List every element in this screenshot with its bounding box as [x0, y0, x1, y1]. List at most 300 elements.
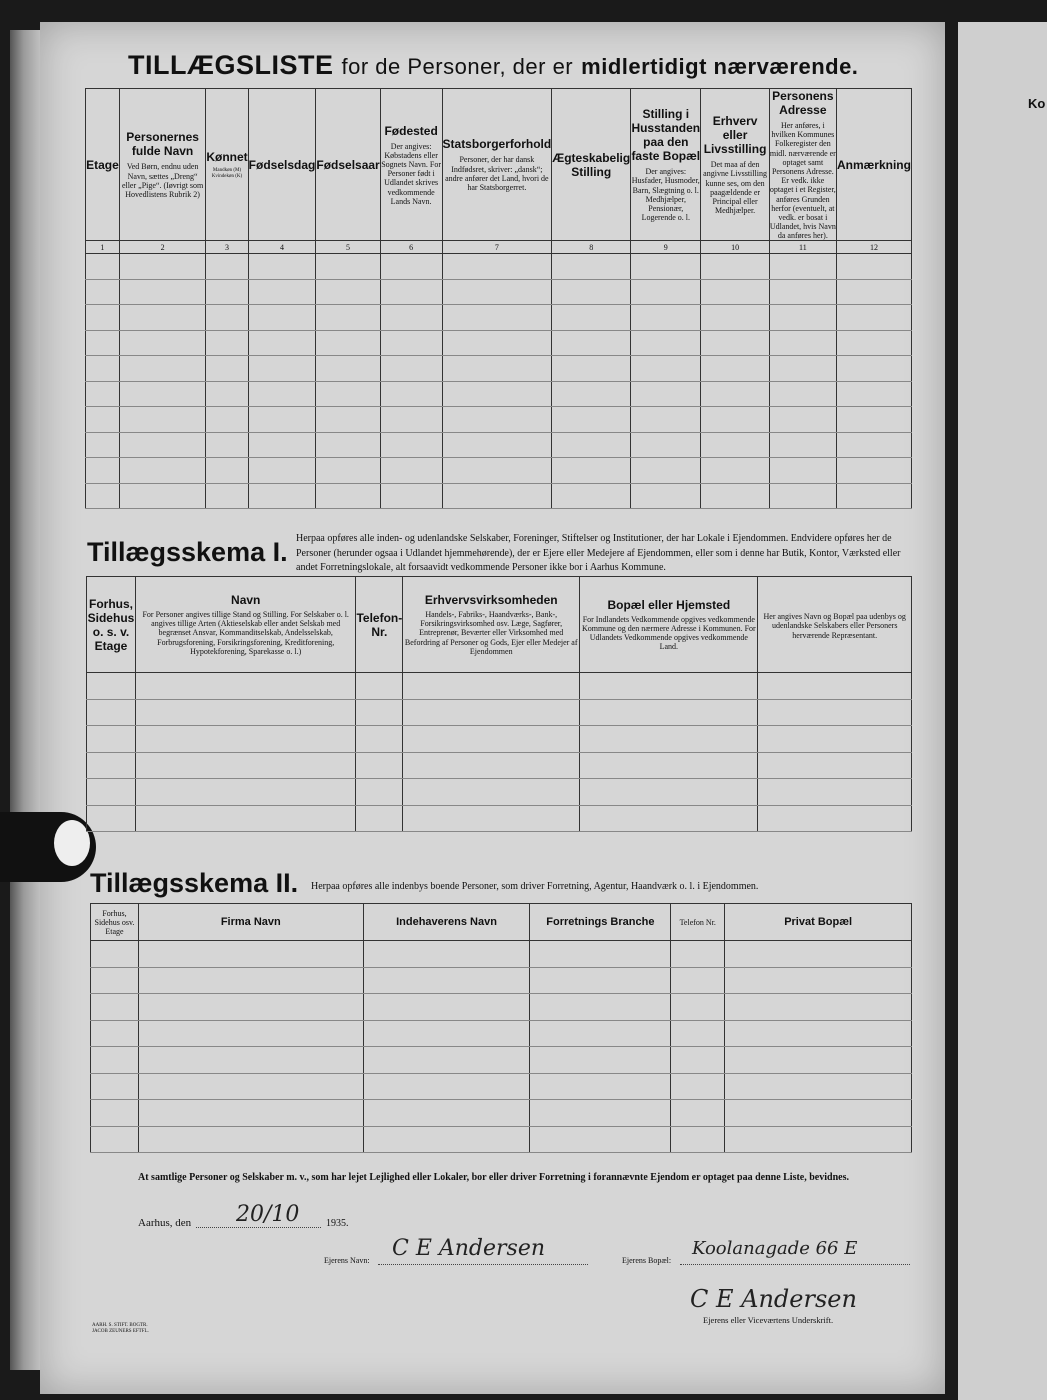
column-heading: Indehaverens Navn	[396, 916, 497, 928]
table-cell[interactable]	[316, 407, 380, 433]
owner-address-label: Ejerens Bopæl:	[622, 1256, 672, 1265]
table-row	[87, 673, 912, 700]
table-cell[interactable]	[356, 699, 403, 726]
column-heading: Personens Adresse	[772, 89, 834, 117]
table-cell[interactable]	[631, 254, 701, 280]
table-cell[interactable]	[138, 941, 363, 968]
column-number: 10	[701, 241, 769, 254]
table-cell[interactable]	[138, 967, 363, 994]
column-number: 6	[380, 241, 442, 254]
table-cell[interactable]	[552, 356, 631, 382]
table-cell[interactable]	[758, 699, 912, 726]
table-cell[interactable]	[316, 305, 380, 331]
column-header	[701, 89, 769, 241]
table-cell[interactable]	[631, 356, 701, 382]
table-cell[interactable]	[316, 330, 380, 356]
table-cell[interactable]	[248, 305, 316, 331]
table-cell[interactable]	[91, 941, 139, 968]
column-header	[530, 904, 671, 941]
column-header	[363, 904, 530, 941]
column-header	[119, 89, 205, 241]
table-cell[interactable]	[552, 381, 631, 407]
column-number: 8	[552, 241, 631, 254]
table-cell[interactable]	[580, 779, 758, 806]
table-cell[interactable]	[701, 432, 769, 458]
column-header	[671, 904, 725, 941]
table-cell[interactable]	[580, 752, 758, 779]
table-cell[interactable]	[725, 941, 912, 968]
column-note: Her anføres, i hvilken Kommunes Folkeregister den midl. nærværende er optaget samt Personens Adresse. Er vedk. ikke optaget i et Register, anføres Grunden herfor (eventuelt, at vedk. er bosat i Udlandet, hvis Navn da anføres her).	[769, 121, 836, 241]
table-cell[interactable]	[580, 673, 758, 700]
table-cell[interactable]	[631, 483, 701, 509]
column-heading: Anmærkning	[836, 157, 911, 172]
table-cell[interactable]	[138, 1020, 363, 1047]
table-cell[interactable]	[701, 254, 769, 280]
table-row	[86, 305, 912, 331]
column-heading: Statsborgerforhold	[442, 137, 552, 152]
table-cell[interactable]	[530, 1020, 671, 1047]
table-cell[interactable]	[87, 726, 136, 753]
skema2-description: Herpaa opføres alle indenbys boende Personer, som driver Forretning, Agentur, Haandværk o. l. i Ejendommen.	[311, 881, 759, 892]
column-number: 5	[316, 241, 380, 254]
table-cell[interactable]	[758, 726, 912, 753]
table-cell[interactable]	[530, 967, 671, 994]
column-header	[91, 904, 139, 941]
table-cell[interactable]	[380, 305, 442, 331]
table-cell[interactable]	[530, 1073, 671, 1100]
table-cell[interactable]	[86, 381, 120, 407]
table-cell[interactable]	[769, 432, 836, 458]
table-row	[91, 1020, 912, 1047]
table-cell[interactable]	[552, 254, 631, 280]
table-cell[interactable]	[86, 458, 120, 484]
table-cell[interactable]	[119, 254, 205, 280]
table-cell[interactable]	[91, 1100, 139, 1127]
column-note: Mandkøn (M) Kvindekøn (K)	[211, 167, 243, 179]
next-page	[958, 22, 1047, 1400]
column-heading: Etage	[86, 157, 119, 172]
table-cell[interactable]	[725, 1126, 912, 1153]
table-cell[interactable]	[701, 330, 769, 356]
table-cell[interactable]	[671, 994, 725, 1021]
table-cell[interactable]	[836, 330, 911, 356]
table-cell[interactable]	[363, 1126, 530, 1153]
table-cell[interactable]	[552, 432, 631, 458]
table-cell[interactable]	[380, 330, 442, 356]
table-cell[interactable]	[119, 407, 205, 433]
column-heading: Kønnet	[206, 149, 248, 164]
table-cell[interactable]	[701, 458, 769, 484]
table-cell[interactable]	[248, 458, 316, 484]
date-line	[196, 1227, 321, 1228]
table-cell[interactable]	[316, 483, 380, 509]
table-cell[interactable]	[725, 1073, 912, 1100]
skema2-title: Tillægsskema II.	[90, 868, 299, 898]
table-cell[interactable]	[671, 1100, 725, 1127]
column-header	[552, 89, 631, 241]
table-cell[interactable]	[836, 483, 911, 509]
table-cell[interactable]	[442, 330, 552, 356]
table-cell[interactable]	[701, 381, 769, 407]
table-cell[interactable]	[86, 483, 120, 509]
table-cell[interactable]	[552, 483, 631, 509]
column-heading: Forhus, Sidehus o. s. v. Etage	[87, 596, 135, 653]
tillaegsliste-title	[128, 50, 858, 81]
table-cell[interactable]	[725, 994, 912, 1021]
table-cell[interactable]	[316, 381, 380, 407]
table-cell[interactable]	[363, 1047, 530, 1074]
table-cell[interactable]	[769, 407, 836, 433]
column-header	[769, 89, 836, 241]
table-cell[interactable]	[135, 805, 355, 832]
column-header	[86, 89, 120, 241]
table-cell[interactable]	[316, 458, 380, 484]
table-cell[interactable]	[442, 407, 552, 433]
table-cell[interactable]	[769, 483, 836, 509]
table-cell[interactable]	[442, 305, 552, 331]
column-heading: Firma Navn	[220, 916, 281, 928]
table-cell[interactable]	[356, 805, 403, 832]
table-cell[interactable]	[725, 1100, 912, 1127]
table-cell[interactable]	[138, 1047, 363, 1074]
column-header	[836, 89, 911, 241]
table-cell[interactable]	[206, 432, 248, 458]
table-cell[interactable]	[631, 330, 701, 356]
table-cell[interactable]	[836, 432, 911, 458]
column-heading: Fødselsaar	[316, 157, 380, 172]
table-row	[91, 1047, 912, 1074]
table-cell[interactable]	[91, 1020, 139, 1047]
table-cell[interactable]	[119, 279, 205, 305]
column-header	[248, 89, 316, 241]
table-cell[interactable]	[769, 305, 836, 331]
table-cell[interactable]	[380, 483, 442, 509]
skema2-table	[90, 903, 912, 1153]
table-cell[interactable]	[119, 330, 205, 356]
table-cell[interactable]	[86, 356, 120, 382]
table-cell[interactable]	[442, 381, 552, 407]
table-cell[interactable]	[119, 432, 205, 458]
table-cell[interactable]	[138, 1126, 363, 1153]
table-cell[interactable]	[356, 673, 403, 700]
table-cell[interactable]	[671, 1073, 725, 1100]
table-cell[interactable]	[552, 279, 631, 305]
table-row	[87, 699, 912, 726]
table-cell[interactable]	[403, 673, 580, 700]
table-cell[interactable]	[701, 483, 769, 509]
owner-name-label: Ejerens Navn:	[324, 1256, 370, 1265]
table-row	[87, 779, 912, 806]
table-cell[interactable]	[671, 967, 725, 994]
table-cell[interactable]	[442, 483, 552, 509]
table-cell[interactable]	[836, 305, 911, 331]
table-cell[interactable]	[248, 279, 316, 305]
table-cell[interactable]	[87, 673, 136, 700]
table-cell[interactable]	[380, 381, 442, 407]
table-row	[86, 356, 912, 382]
table-cell[interactable]	[119, 483, 205, 509]
table-cell[interactable]	[363, 1100, 530, 1127]
table-cell[interactable]	[631, 381, 701, 407]
table-cell[interactable]	[836, 458, 911, 484]
table-cell[interactable]	[316, 279, 380, 305]
column-header	[316, 89, 380, 241]
table-cell[interactable]	[380, 432, 442, 458]
table-cell[interactable]	[138, 994, 363, 1021]
table-cell[interactable]	[316, 356, 380, 382]
table-row	[91, 1126, 912, 1153]
table-cell[interactable]	[363, 941, 530, 968]
table-cell[interactable]	[91, 1126, 139, 1153]
table-cell[interactable]	[248, 254, 316, 280]
column-heading: Erhverv eller Livsstilling	[703, 114, 767, 157]
table-row	[87, 726, 912, 753]
table-cell[interactable]	[836, 254, 911, 280]
table-cell[interactable]	[580, 699, 758, 726]
table-cell[interactable]	[701, 279, 769, 305]
table-cell[interactable]	[363, 1073, 530, 1100]
next-page-tab: Ko	[1028, 96, 1046, 111]
table-row	[86, 279, 912, 305]
page-clip	[0, 812, 96, 882]
table-cell[interactable]	[758, 673, 912, 700]
table-row	[86, 407, 912, 433]
skema1-table	[86, 576, 912, 832]
table-cell[interactable]	[552, 305, 631, 331]
column-heading: Erhvervsvirksomheden	[424, 593, 558, 608]
table-cell[interactable]	[135, 699, 355, 726]
table-cell[interactable]	[442, 279, 552, 305]
column-note: Personer, der har dansk Indfødsret, skriver: „dansk“; andre anfører det Land, hvori de har Statsborgerret.	[445, 155, 549, 192]
table-row	[86, 330, 912, 356]
table-cell[interactable]	[769, 381, 836, 407]
table-cell[interactable]	[87, 752, 136, 779]
table-cell[interactable]	[836, 279, 911, 305]
table-row	[91, 941, 912, 968]
table-cell[interactable]	[380, 458, 442, 484]
table-cell[interactable]	[380, 407, 442, 433]
column-number: 4	[248, 241, 316, 254]
tillaegsliste-table	[85, 88, 912, 509]
table-cell[interactable]	[631, 432, 701, 458]
column-header	[442, 89, 552, 241]
table-cell[interactable]	[725, 1047, 912, 1074]
table-cell[interactable]	[138, 1100, 363, 1127]
table-cell[interactable]	[91, 1047, 139, 1074]
column-heading: Stilling i Husstanden paa den faste Bopæl	[631, 107, 701, 164]
table-cell[interactable]	[87, 699, 136, 726]
table-cell[interactable]	[631, 279, 701, 305]
table-cell[interactable]	[206, 305, 248, 331]
table-cell[interactable]	[769, 458, 836, 484]
table-cell[interactable]	[442, 432, 552, 458]
table-cell[interactable]	[631, 458, 701, 484]
table-cell[interactable]	[725, 967, 912, 994]
table-cell[interactable]	[758, 805, 912, 832]
column-note: Der angives: Købstadens eller Sognets Navn. For Personer født i Udlandet skrives vedkommende Lands Navn.	[381, 141, 442, 206]
table-cell[interactable]	[248, 483, 316, 509]
table-cell[interactable]	[442, 254, 552, 280]
table-cell[interactable]	[87, 779, 136, 806]
column-heading: Navn	[231, 593, 261, 608]
table-cell[interactable]	[403, 752, 580, 779]
table-cell[interactable]	[769, 254, 836, 280]
table-cell[interactable]	[836, 407, 911, 433]
table-cell[interactable]	[356, 779, 403, 806]
table-cell[interactable]	[91, 967, 139, 994]
table-cell[interactable]	[248, 356, 316, 382]
table-cell[interactable]	[403, 699, 580, 726]
table-row	[86, 458, 912, 484]
column-heading: Forhus, Sidehus osv. Etage	[94, 908, 135, 936]
table-cell[interactable]	[206, 330, 248, 356]
table-cell[interactable]	[530, 1100, 671, 1127]
date-handwritten: 20/10	[236, 1202, 300, 1227]
table-cell[interactable]	[86, 432, 120, 458]
column-note: Ved Børn, endnu uden Navn, sættes „Dreng“ eller „Pige“. (Iøvrigt som Hovedlistens Rubrik 2)	[121, 162, 204, 199]
table-cell[interactable]	[206, 407, 248, 433]
column-header	[138, 904, 363, 941]
table-cell[interactable]	[836, 381, 911, 407]
footer-statement-text: At samtlige Personer og Selskaber m. v., som har lejet Lejlighed eller Lokaler, bor eller driver Forretning i forannævnte Ejendom er optaget paa denne Liste, bevidnes.	[138, 1172, 849, 1183]
table-cell[interactable]	[769, 279, 836, 305]
table-cell[interactable]	[86, 254, 120, 280]
table-cell[interactable]	[530, 1047, 671, 1074]
table-cell[interactable]	[380, 254, 442, 280]
table-cell[interactable]	[701, 356, 769, 382]
table-cell[interactable]	[316, 254, 380, 280]
table-cell[interactable]	[206, 254, 248, 280]
column-heading: Fødselsdag	[248, 157, 316, 172]
table-cell[interactable]	[758, 752, 912, 779]
title-bold: midlertidigt nærværende.	[581, 54, 859, 79]
table-cell[interactable]	[631, 305, 701, 331]
table-row	[86, 254, 912, 280]
table-cell[interactable]	[135, 726, 355, 753]
table-cell[interactable]	[403, 779, 580, 806]
column-header	[206, 89, 248, 241]
table-cell[interactable]	[135, 673, 355, 700]
table-cell[interactable]	[91, 1073, 139, 1100]
table-cell[interactable]	[356, 752, 403, 779]
table-cell[interactable]	[248, 381, 316, 407]
table-cell[interactable]	[206, 381, 248, 407]
column-heading: Privat Bopæl	[784, 916, 853, 928]
printer-mark: AARH. S. STIFT. BOGTR. JACOB ZEUNERS EFTFL.	[92, 1323, 149, 1334]
table-cell[interactable]	[671, 1020, 725, 1047]
title-main: TILLÆGSLISTE	[128, 50, 334, 80]
table-cell[interactable]	[363, 967, 530, 994]
table-cell[interactable]	[119, 305, 205, 331]
table-cell[interactable]	[580, 726, 758, 753]
table-cell[interactable]	[119, 381, 205, 407]
table-cell[interactable]	[138, 1073, 363, 1100]
table-cell[interactable]	[119, 356, 205, 382]
table-cell[interactable]	[86, 330, 120, 356]
column-note: For Indlandets Vedkommende opgives vedkommende Kommune og den nærmere Adresse i Kommunen. For Udlandets Vedkommende opgives vedkommende Land.	[581, 614, 756, 652]
table-cell[interactable]	[248, 407, 316, 433]
table-cell[interactable]	[206, 483, 248, 509]
table-cell[interactable]	[119, 458, 205, 484]
table-cell[interactable]	[758, 779, 912, 806]
table-row	[87, 752, 912, 779]
table-cell[interactable]	[769, 356, 836, 382]
column-note: Her angives Navn og Bopæl paa udenbys og udenlandske Selskabers eller Personers herværende Repræsentant.	[763, 612, 906, 640]
column-header	[758, 577, 912, 673]
table-cell[interactable]	[86, 305, 120, 331]
table-cell[interactable]	[701, 407, 769, 433]
column-number: 9	[631, 241, 701, 254]
table-cell[interactable]	[631, 407, 701, 433]
table-row	[91, 1100, 912, 1127]
table-cell[interactable]	[403, 805, 580, 832]
table-cell[interactable]	[206, 356, 248, 382]
table-cell[interactable]	[552, 458, 631, 484]
place-label: Aarhus, den	[138, 1217, 192, 1229]
column-heading: Bopæl eller Hjemsted	[607, 597, 731, 612]
table-row	[86, 432, 912, 458]
table-cell[interactable]	[836, 356, 911, 382]
table-row	[86, 483, 912, 509]
year-text: 1935.	[326, 1218, 349, 1229]
table-cell[interactable]	[530, 994, 671, 1021]
table-cell[interactable]	[380, 356, 442, 382]
table-cell[interactable]	[86, 279, 120, 305]
table-cell[interactable]	[530, 1126, 671, 1153]
table-cell[interactable]	[206, 458, 248, 484]
table-cell[interactable]	[442, 356, 552, 382]
column-heading: Telefon-Nr.	[356, 610, 403, 639]
table-cell[interactable]	[530, 941, 671, 968]
table-cell[interactable]	[671, 1047, 725, 1074]
table-cell[interactable]	[403, 726, 580, 753]
table-cell[interactable]	[725, 1020, 912, 1047]
table-cell[interactable]	[580, 805, 758, 832]
table-cell[interactable]	[316, 432, 380, 458]
table-cell[interactable]	[671, 1126, 725, 1153]
table-cell[interactable]	[552, 407, 631, 433]
table-cell[interactable]	[356, 726, 403, 753]
table-cell[interactable]	[86, 407, 120, 433]
table-cell[interactable]	[87, 805, 136, 832]
table-cell[interactable]	[671, 941, 725, 968]
table-cell[interactable]	[442, 458, 552, 484]
column-number: 7	[442, 241, 552, 254]
table-cell[interactable]	[769, 330, 836, 356]
column-heading: Fødested	[384, 123, 438, 138]
table-cell[interactable]	[91, 994, 139, 1021]
column-header	[135, 577, 355, 673]
table-cell[interactable]	[363, 994, 530, 1021]
column-number: 11	[769, 241, 836, 254]
column-number: 1	[86, 241, 120, 254]
column-header	[725, 904, 912, 941]
table-cell[interactable]	[206, 279, 248, 305]
table-cell[interactable]	[363, 1020, 530, 1047]
table-cell[interactable]	[248, 330, 316, 356]
column-heading: Forretnings Branche	[546, 916, 655, 928]
table-cell[interactable]	[135, 752, 355, 779]
table-cell[interactable]	[248, 432, 316, 458]
table-row	[87, 805, 912, 832]
table-row	[91, 994, 912, 1021]
table-cell[interactable]	[380, 279, 442, 305]
table-row	[86, 381, 912, 407]
table-cell[interactable]	[552, 330, 631, 356]
table-cell[interactable]	[135, 779, 355, 806]
column-header	[380, 89, 442, 241]
table-cell[interactable]	[701, 305, 769, 331]
